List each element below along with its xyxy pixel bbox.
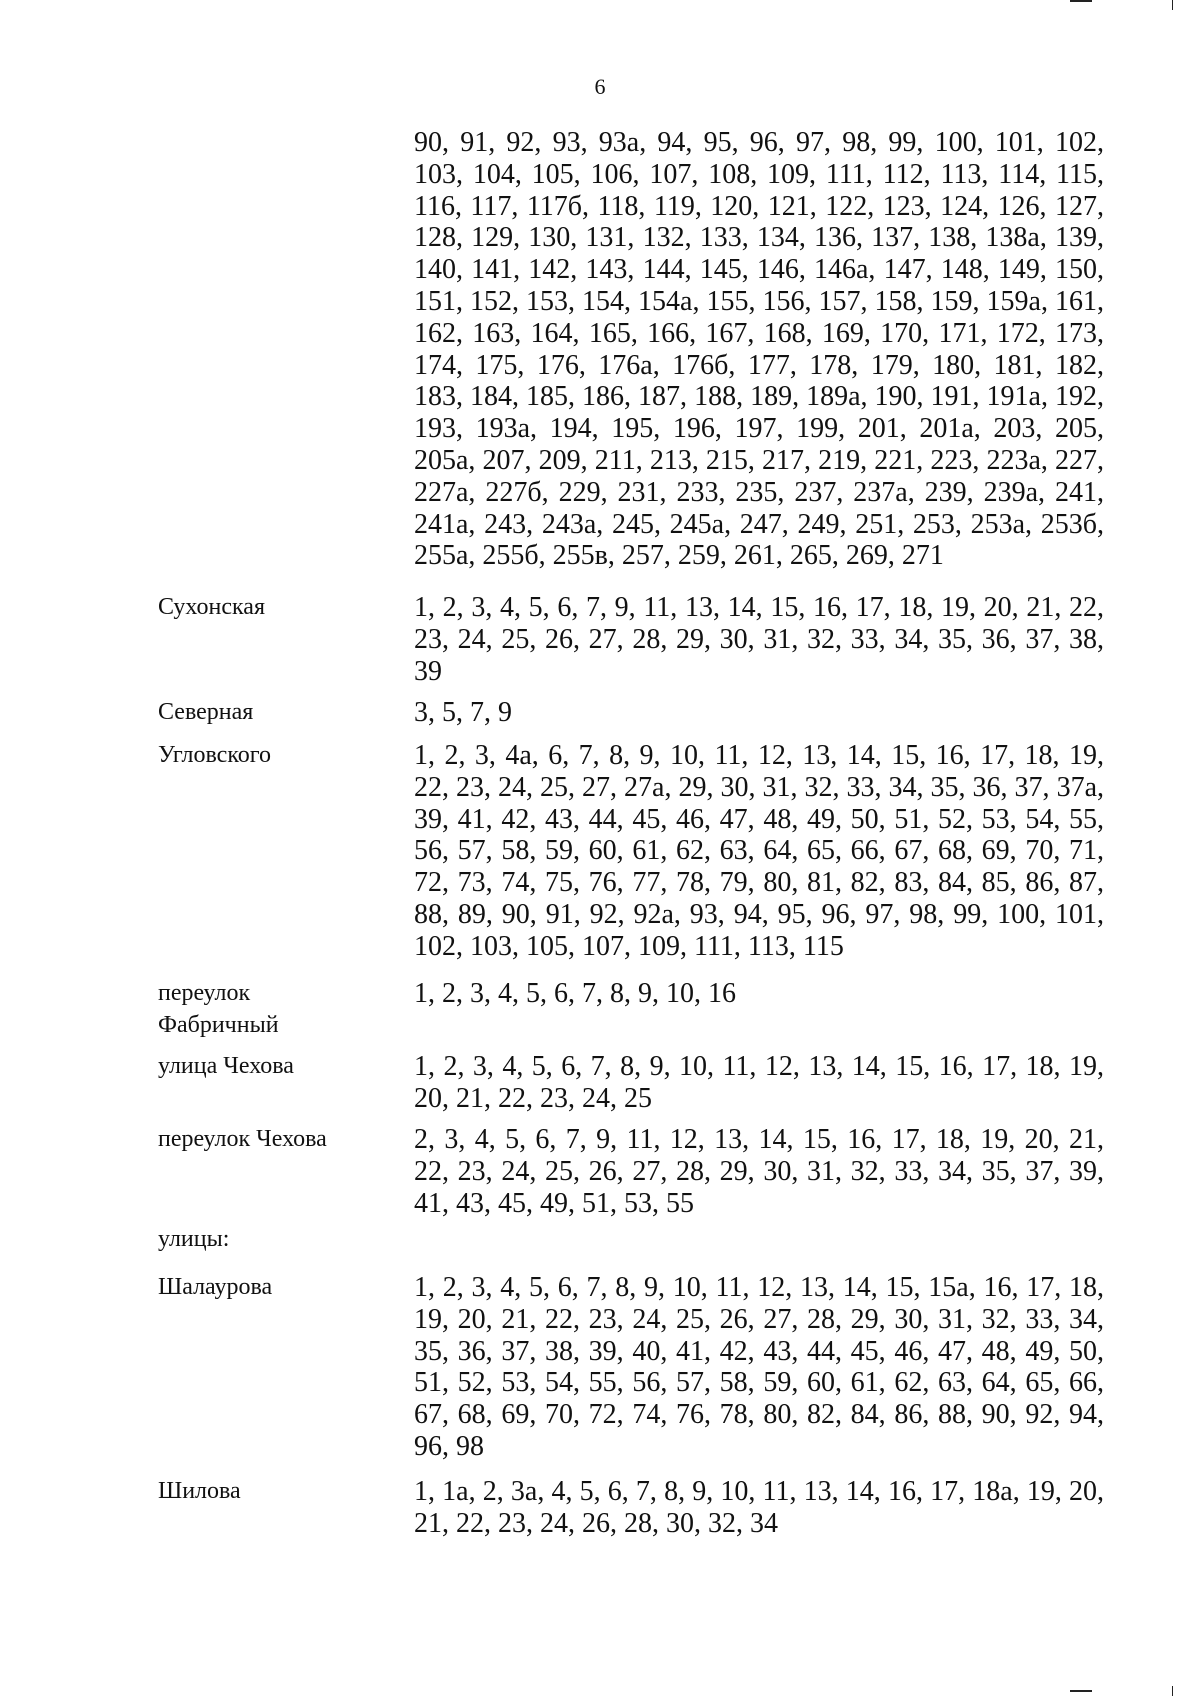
- street-name: Северная: [158, 699, 254, 725]
- entry-sukhonskaya: [0, 592, 1200, 687]
- house-numbers: 3, 5, 7, 9: [414, 697, 512, 728]
- house-numbers: 2, 3, 4, 5, 6, 7, 9, 11, 12, 13, 14, 15, 16, 17, 18, 19, 20, 21, 22, 23, 24, 25, 26, 27, 28, 29, 30, 31, 32, 33, 34, 35, 37, 39, 41, 43, 45, 49, 51, 53, 55: [414, 1124, 1104, 1219]
- house-numbers: 1, 2, 3, 4, 5, 6, 7, 8, 9, 10, 11, 12, 13, 14, 15, 16, 17, 18, 19, 20, 21, 22, 23, 24, 25: [414, 1051, 1104, 1114]
- entry-shilova: [0, 1476, 1200, 1539]
- page-number: 6: [594, 74, 606, 99]
- scan-edge-mark: [1172, 1686, 1173, 1696]
- street-name: Угловского: [158, 742, 272, 768]
- scan-edge-mark: [1172, 0, 1173, 10]
- street-name: переулок Чехова: [158, 1126, 327, 1152]
- house-numbers: 1, 2, 3, 4, 5, 6, 7, 8, 9, 10, 11, 12, 13, 14, 15, 15а, 16, 17, 18, 19, 20, 21, 22, 23, 24, 25, 26, 27, 28, 29, 30, 31, 32, 33, 34, 35, 36, 37, 38, 39, 40, 41, 42, 43, 44, 45, 46, 47, 48, 49, 50, 51, 52, 53, 54, 55, 56, 57, 58, 59, 60, 61, 62, 63, 64, 65, 66, 67, 68, 69, 70, 72, 74, 76, 78, 80, 82, 84, 86, 88, 90, 92, 94, 96, 98: [414, 1272, 1104, 1462]
- house-numbers: 1, 2, 3, 4, 5, 6, 7, 8, 9, 10, 16: [414, 978, 736, 1009]
- section-label: улицы:: [158, 1226, 230, 1252]
- street-name: Шалаурова: [158, 1274, 273, 1300]
- houses-continuation: 90, 91, 92, 93, 93а, 94, 95, 96, 97, 98, 99, 100, 101, 102, 103, 104, 105, 106, 107, 108, 109, 111, 112, 113, 114, 115, 116, 117, 117б, 118, 119, 120, 121, 122, 123, 124, 126, 127, 128, 129, 130, 131, 132, 133, 134, 136, 137, 138, 138а, 139, 140, 141, 142, 143, 144, 145, 146, 146а, 147, 148, 149, 150, 151, 152, 153, 154, 154а, 155, 156, 157, 158, 159, 159а, 161, 162, 163, 164, 165, 166, 167, 168, 169, 170, 171, 172, 173, 174, 175, 176, 176а, 176б, 177, 178, 179, 180, 181, 182, 183, 184, 185, 186, 187, 188, 189, 189а, 190, 191, 191а, 192, 193, 193а, 194, 195, 196, 197, 199, 201, 201а, 203, 205, 205а, 207, 209, 211, 213, 215, 217, 219, 221, 223, 223а, 227, 227а, 227б, 229, 231, 233, 235, 237, 237а, 239, 239а, 241, 241а, 243, 243а, 245, 245а, 247, 249, 251, 253, 253а, 253б, 255а, 255б, 255в, 257, 259, 261, 265, 269, 271: [414, 127, 1104, 572]
- entry-severnaya: [0, 697, 1200, 728]
- house-numbers: 1, 2, 3, 4, 5, 6, 7, 9, 11, 13, 14, 15, 16, 17, 18, 19, 20, 21, 22, 23, 24, 25, 26, 27, 28, 29, 30, 31, 32, 33, 34, 35, 36, 37, 38, 39: [414, 592, 1104, 687]
- entry-shalaurova: [0, 1272, 1200, 1462]
- house-numbers: 1, 1а, 2, 3а, 4, 5, 6, 7, 8, 9, 10, 11, 13, 14, 16, 17, 18а, 19, 20, 21, 22, 23, 24, 26, 28, 30, 32, 34: [414, 1476, 1104, 1539]
- entry-pereulok-fabrichny: [0, 978, 1200, 1038]
- street-name: Шилова: [158, 1478, 241, 1504]
- street-name: улица Чехова: [158, 1053, 294, 1079]
- scan-edge-mark: [1070, 0, 1092, 2]
- entry-pereulok-chekhova: [0, 1124, 1200, 1219]
- entry-uglovskogo: [0, 740, 1200, 962]
- scan-edge-mark: [1070, 1690, 1092, 1692]
- street-name: переулок Фабричный: [158, 980, 279, 1038]
- entry-ulitsa-chekhova: [0, 1051, 1200, 1114]
- street-name: Сухонская: [158, 594, 265, 620]
- house-numbers: 1, 2, 3, 4а, 6, 7, 8, 9, 10, 11, 12, 13, 14, 15, 16, 17, 18, 19, 22, 23, 24, 25, 27, 27а, 29, 30, 31, 32, 33, 34, 35, 36, 37, 37а, 39, 41, 42, 43, 44, 45, 46, 47, 48, 49, 50, 51, 52, 53, 54, 55, 56, 57, 58, 59, 60, 61, 62, 63, 64, 65, 66, 67, 68, 69, 70, 71, 72, 73, 74, 75, 76, 77, 78, 79, 80, 81, 82, 83, 84, 85, 86, 87, 88, 89, 90, 91, 92, 92а, 93, 94, 95, 96, 97, 98, 99, 100, 101, 102, 103, 105, 107, 109, 111, 113, 115: [414, 740, 1104, 962]
